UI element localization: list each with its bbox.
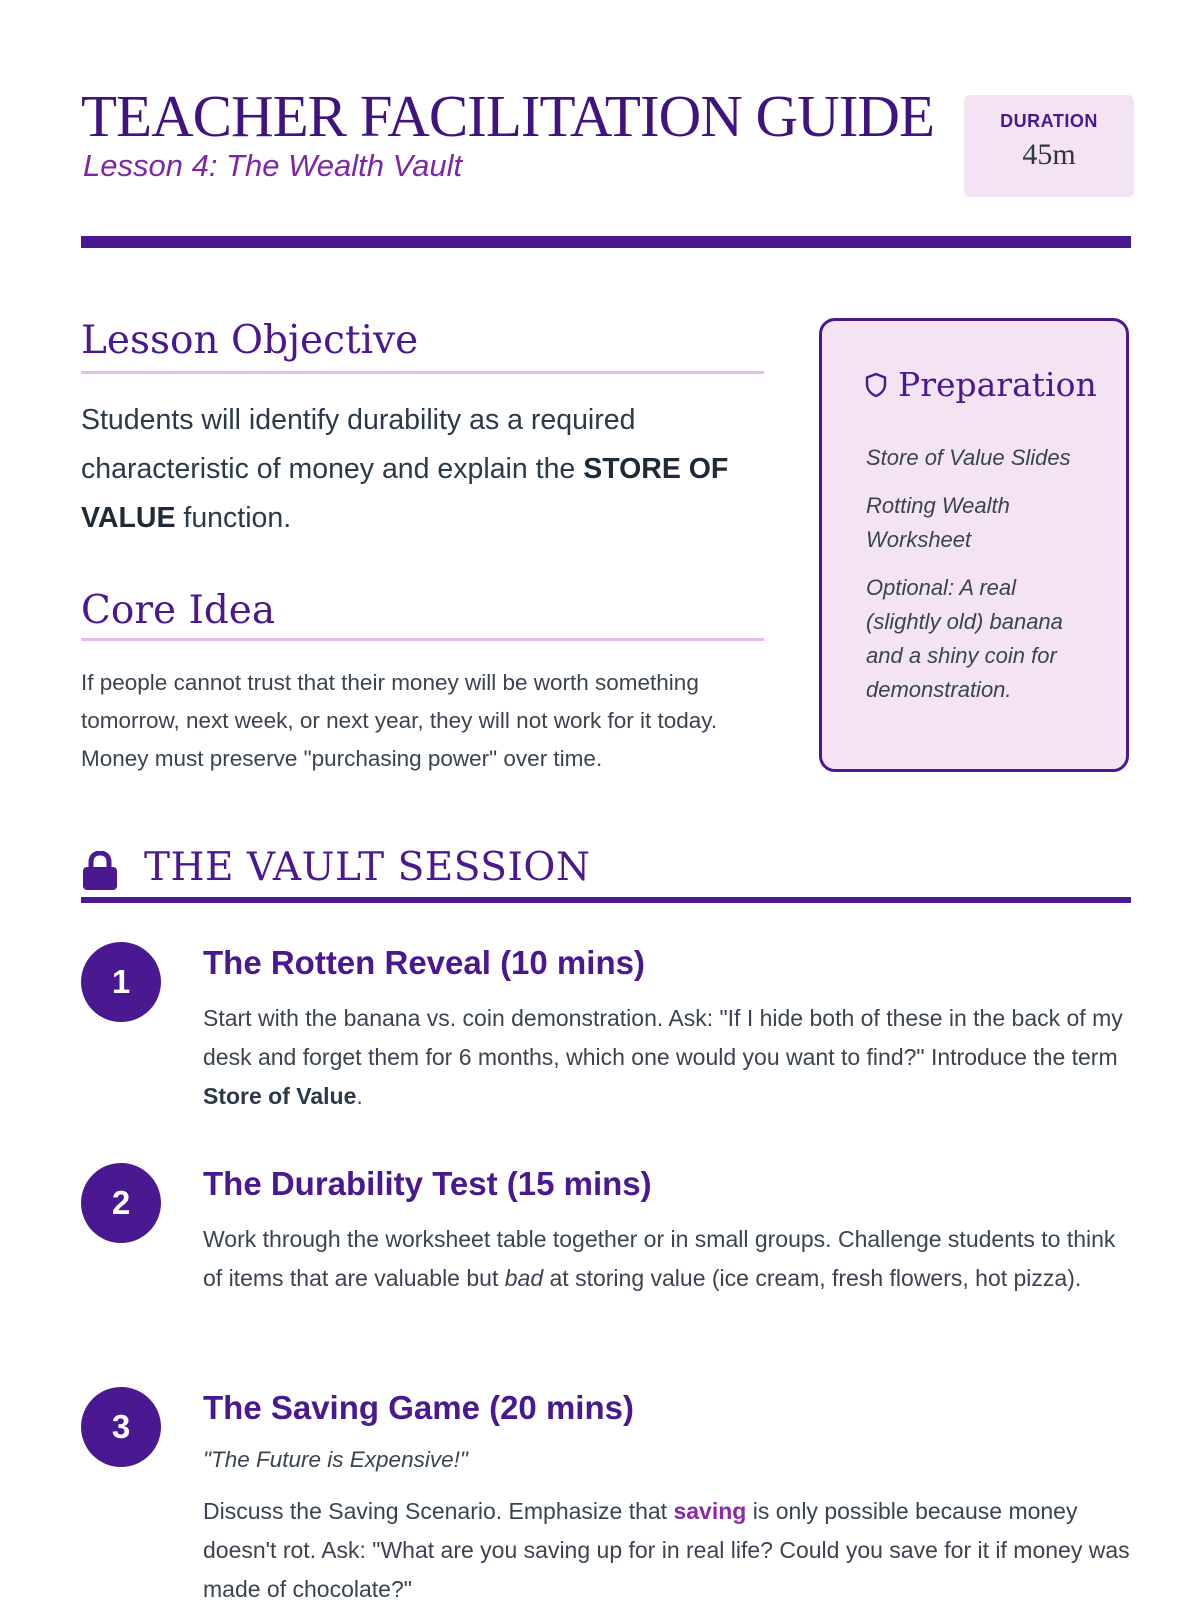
- step-number-badge: 1: [81, 942, 161, 1022]
- vault-session-divider: [81, 897, 1131, 903]
- objective-text-emphasis: STORE OF VALUE: [81, 453, 729, 534]
- step-number-badge: 2: [81, 1163, 161, 1243]
- preparation-card: [819, 318, 1129, 772]
- preparation-list: [866, 441, 1096, 721]
- step-description-end: is only possible because money doesn't rot. Ask: "What are you saving up for in real life? Could you save for it if money was made of chocolate?": [203, 1498, 1130, 1602]
- list-item: Rotting Wealth Worksheet: [866, 493, 1010, 552]
- step-description-start: Work through the worksheet table together or in small groups. Challenge students to think of items that are valuable but: [203, 1226, 1116, 1291]
- list-item: Optional: A real (slightly old) banana and a shiny coin for demonstration.: [866, 575, 1063, 702]
- core-idea-heading: Core Idea: [81, 588, 276, 633]
- list-item: Store of Value Slides: [866, 445, 1071, 470]
- step-number-badge: 3: [81, 1387, 161, 1467]
- objective-text-start: Students will identify durability as a required characteristic of money and explain the: [81, 404, 636, 485]
- step-description-start: Start with the banana vs. coin demonstration. Ask: "If I hide both of these in the back of my desk and forget them for 6 months, which one would you want to find?" Introduce the term: [203, 1005, 1123, 1070]
- document-header: [81, 82, 1131, 262]
- objective-text-end: function.: [175, 502, 292, 534]
- lesson-subtitle: Lesson 4: The Wealth Vault: [83, 148, 463, 183]
- objective-text: [81, 396, 771, 543]
- step-description-highlight: saving: [673, 1498, 747, 1524]
- shield-icon: [864, 372, 888, 398]
- duration-label: DURATION: [1000, 111, 1098, 131]
- step-description-end: at storing value (ice cream, fresh flowers, hot pizza).: [543, 1265, 1082, 1291]
- step-description: [203, 999, 1131, 1116]
- step-description: [203, 1220, 1131, 1298]
- duration-badge: [964, 95, 1134, 197]
- vault-session-heading: THE VAULT SESSION: [144, 845, 591, 890]
- objective-heading: Lesson Objective: [81, 318, 419, 363]
- preparation-heading: Preparation: [898, 365, 1097, 404]
- step-title: The Durability Test (15 mins): [203, 1165, 652, 1202]
- step-quote: "The Future is Expensive!": [203, 1447, 468, 1472]
- step-description-start: Discuss the Saving Scenario. Emphasize that: [203, 1498, 674, 1524]
- step-title: The Saving Game (20 mins): [203, 1389, 634, 1426]
- header-divider: [81, 236, 1131, 248]
- objective-divider: [81, 371, 764, 374]
- lock-icon: [81, 851, 119, 891]
- core-idea-text: If people cannot trust that their money will be worth something tomorrow, next week, or next year, they will not work for it today. Money must preserve "purchasing power" over time.: [81, 670, 718, 771]
- preparation-header: [864, 365, 1097, 404]
- page-title: TEACHER FACILITATION GUIDE: [81, 83, 935, 149]
- step-description-end: .: [356, 1083, 363, 1109]
- step-description-term: Store of Value: [203, 1083, 357, 1109]
- step-description-emphasis: bad: [504, 1265, 544, 1291]
- step-description: [203, 1492, 1131, 1609]
- step-title: The Rotten Reveal (10 mins): [203, 944, 645, 981]
- core-idea-divider: [81, 638, 764, 641]
- duration-value: 45m: [1022, 138, 1076, 171]
